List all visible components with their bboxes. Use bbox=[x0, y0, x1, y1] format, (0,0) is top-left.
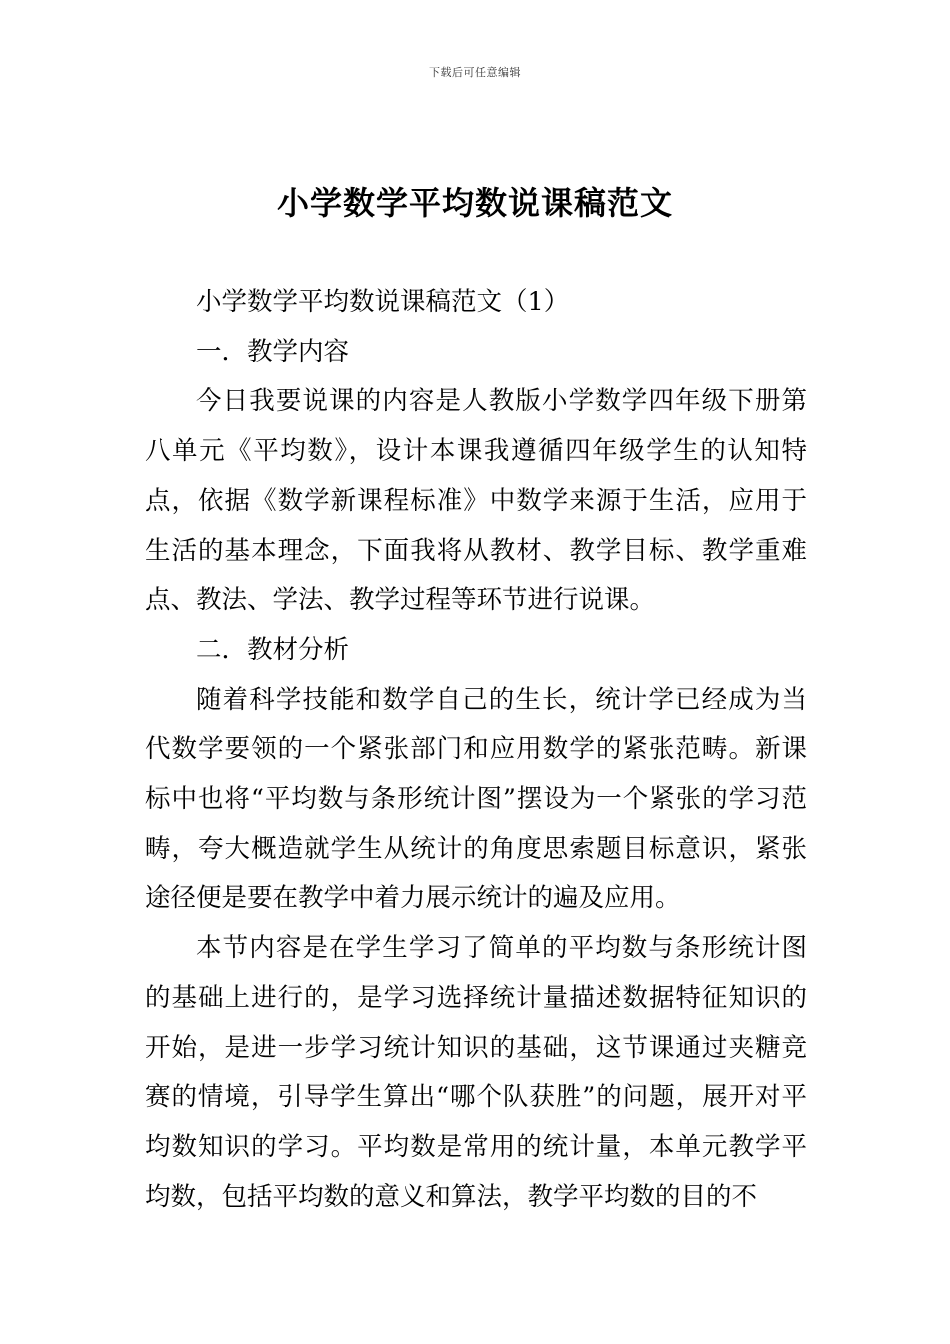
section-heading-teaching-content: 一．教学内容 bbox=[196, 336, 350, 367]
section-heading-textbook-analysis: 二．教材分析 bbox=[196, 634, 350, 665]
header-note: 下载后可任意编辑 bbox=[429, 66, 521, 79]
document-title: 小学数学平均数说课稿范文 bbox=[276, 184, 673, 222]
paragraph-intro: 今日我要说课的内容是人教版小学数学四年级下册第八单元《平均数》，设计本课我遵循四年级学生的认知特点，依据《数学新课程标准》中数学来源于生活，应用于生活的基本理念，下面我将从教材、教学目标、教学重难点、教法、学法、教学过程等环节进行说课。 bbox=[145, 386, 807, 616]
paragraph-lesson-content: 本节内容是在学生学习了简单的平均数与条形统计图的基础上进行的，是学习选择统计量描述数据特征知识的开始，是进一步学习统计知识的基础，这节课通过夹糖竞赛的情境，引导学生算出“哪个队获胜”的问题，展开对平均数知识的学习。平均数是常用的统计量，本单元教学平均数，包括平均数的意义和算法，教学平均数的目的不 bbox=[145, 933, 807, 1212]
paragraph-subtitle: 小学数学平均数说课稿范文（1） bbox=[196, 287, 570, 317]
document-body bbox=[145, 278, 807, 1222]
paragraph-statistics: 随着科学技能和数学自己的生长，统计学已经成为当代数学要领的一个紧张部门和应用数学的紧张范畴。新课标中也将“平均数与条形统计图”摆设为一个紧张的学习范畴，夸大概造就学生从统计的角度思索题目标意识，紧张途径便是要在教学中着力展示统计的遍及应用。 bbox=[145, 684, 807, 914]
